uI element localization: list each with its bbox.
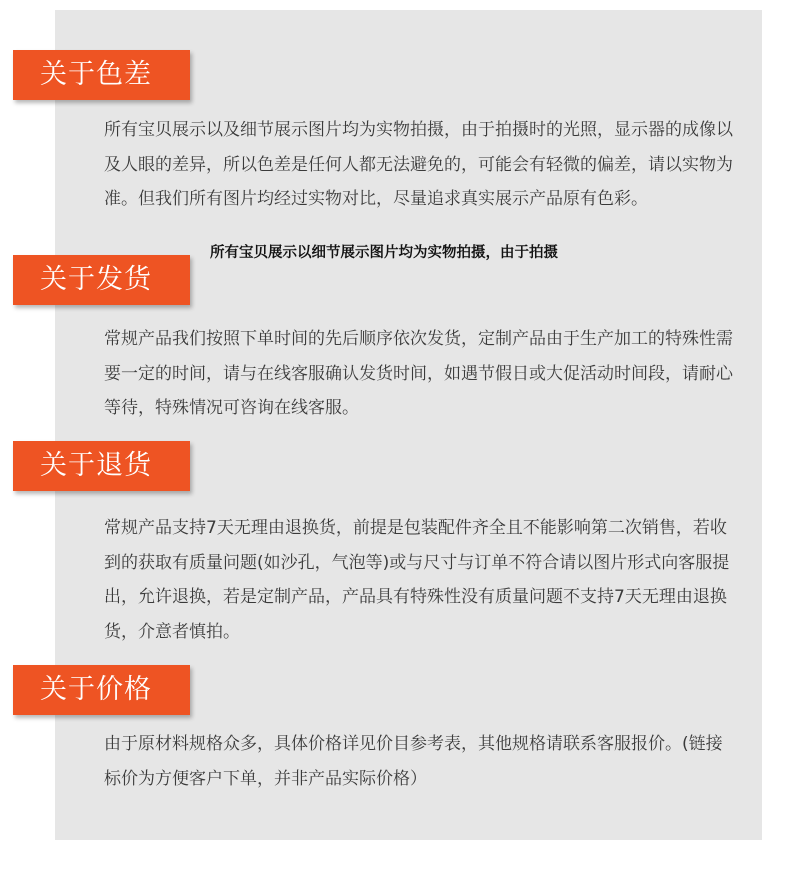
section-body-pricing: 由于原材料规格众多，具体价格详见价目参考表，其他规格请联系客服报价。(链接标价为方便客户下单，并非产品实际价格） (104, 734, 723, 789)
section-body-shipping: 常规产品我们按照下单时间的先后顺序依次发货，定制产品由于生产加工的特殊性需要一定的时间，请与在线客服确认发货时间，如遇节假日或大促活动时间段，请耐心等待，特殊情况可咨询在线客服。 (104, 329, 733, 418)
section-body-color-difference: 所有宝贝展示以及细节展示图片均为实物拍摄，由于拍摄时的光照，显示器的成像以及人眼的差异，所以色差是任何人都无法避免的，可能会有轻微的偏差，请以实物为准。但我们所有图片均经过实物对比，尽量追求真实展示产品原有色彩。 (104, 120, 733, 209)
section-heading-returns: 关于退货 (13, 441, 190, 491)
overlay-caption: 所有宝贝展示以细节展示图片均为实物拍摄，由于拍摄 (210, 245, 558, 261)
section-heading-color-difference: 关于色差 (13, 50, 190, 100)
section-heading-pricing: 关于价格 (13, 665, 190, 715)
section-heading-shipping: 关于发货 (13, 255, 190, 305)
section-body-returns: 常规产品支持7天无理由退换货，前提是包装配件齐全且不能影响第二次销售，若收到的获取有质量问题(如沙孔，气泡等)或与尺寸与订单不符合请以图片形式向客服提出，允许退换，若是定制产品，产品具有特殊性没有质量问题不支持7天无理由退换货，介意者慎拍。 (104, 518, 730, 642)
